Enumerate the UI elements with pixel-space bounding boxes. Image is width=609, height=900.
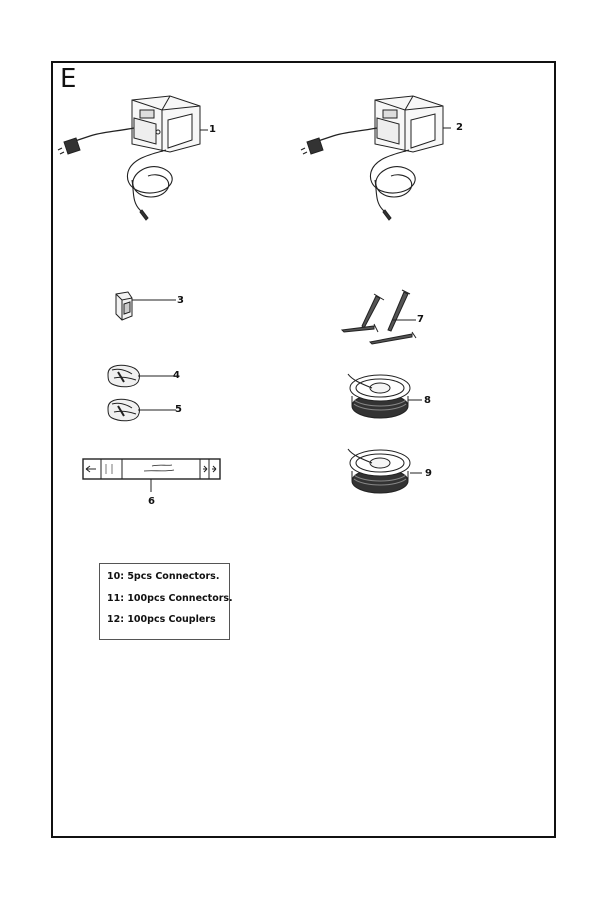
parts-legend (99, 563, 233, 640)
part-number-2: 2 (456, 122, 463, 133)
legend-item: 10: 5pcs Connectors. (107, 571, 220, 582)
part-number-3: 3 (177, 295, 184, 306)
section-letter: E (60, 64, 77, 94)
power-supply-illustration (305, 92, 455, 222)
wire-spool-illustration (344, 443, 434, 499)
measuring-gauge-illustration (82, 458, 222, 498)
coupler-illustration (104, 362, 180, 390)
legend-item: 12: 100pcs Couplers (107, 614, 216, 625)
part-number-6: 6 (148, 496, 155, 507)
connector-illustration (110, 290, 180, 326)
part-number-9: 9 (425, 468, 432, 479)
legend-item: 11: 100pcs Connectors. (107, 593, 233, 604)
part-number-4: 4 (173, 370, 180, 381)
part-number-8: 8 (424, 395, 431, 406)
part-number-1: 1 (209, 124, 216, 135)
wire-spool-illustration (344, 368, 434, 424)
part-number-7: 7 (417, 314, 424, 325)
coupler-illustration (104, 396, 180, 426)
power-supply-illustration (62, 92, 212, 222)
part-number-5: 5 (175, 404, 182, 415)
